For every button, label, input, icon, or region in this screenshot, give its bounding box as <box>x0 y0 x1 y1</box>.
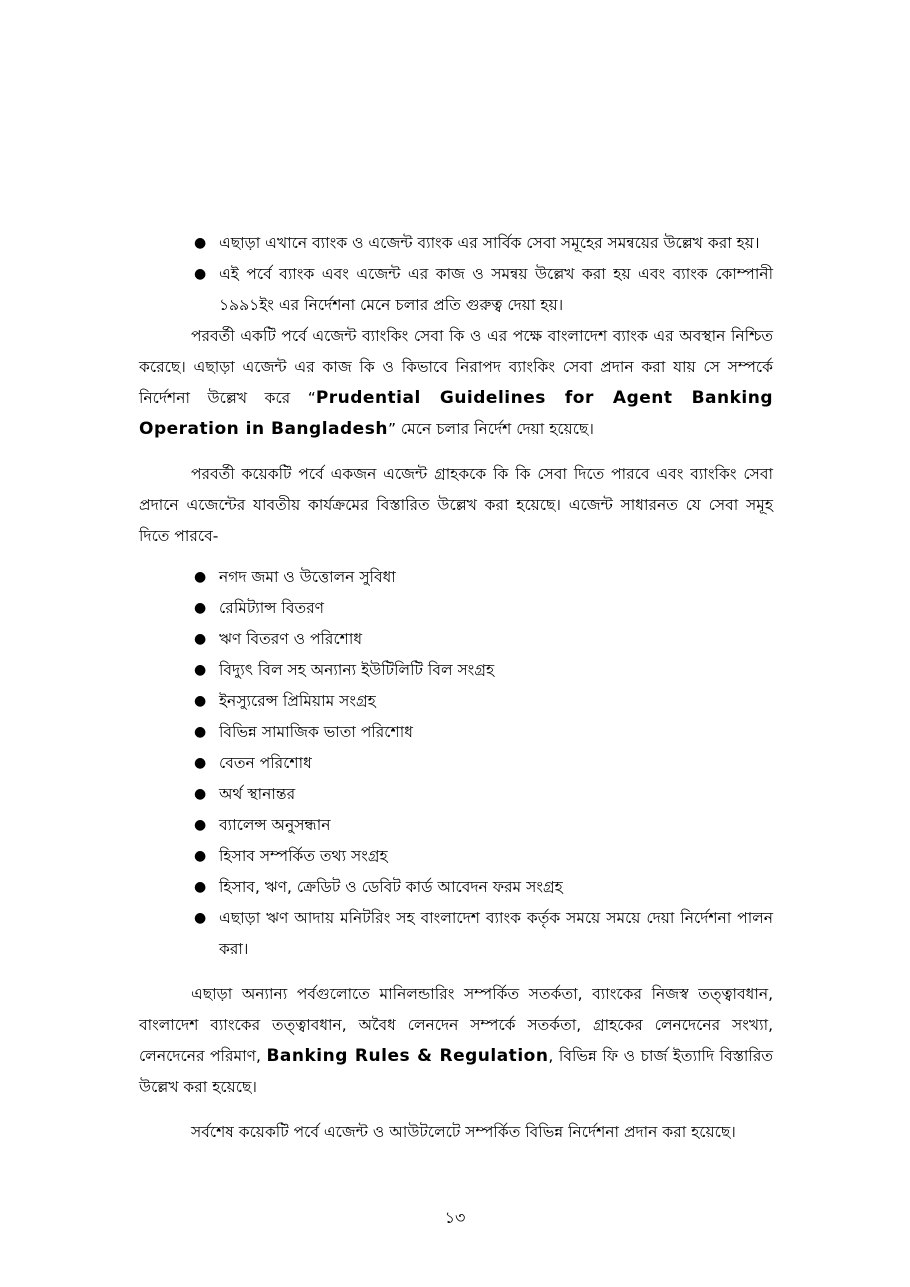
list-item <box>139 686 773 717</box>
regulation-term: Banking Rules & Regulation <box>266 1046 549 1066</box>
bullet-icon: ● <box>194 569 207 585</box>
service-item: ইনস্যুরেন্স প্রিমিয়াম সংগ্রহ <box>219 692 376 710</box>
service-item: নগদ জমা ও উত্তোলন সুবিধা <box>219 568 396 586</box>
service-item: বিভিন্ন সামাজিক ভাতা পরিশোধ <box>219 723 413 741</box>
spacer <box>139 1103 773 1117</box>
list-item <box>139 779 773 810</box>
list-item <box>139 228 773 259</box>
guideline-title: Prudential Guidelines for Agent Banking Operation in Bangladesh <box>139 388 774 439</box>
list-item <box>139 624 773 655</box>
bullet-icon: ● <box>194 879 207 895</box>
services-bullet-list <box>139 562 773 965</box>
paragraph-text: পরবর্তী একটি পর্বে এজেন্ট ব্যাংকিং সেবা কি ও এর পক্ষে বাংলাদেশ ব্যাংক এর অবস্থান নিশ্চিত করেছে। এছাড়া এজেন্ট এর কাজ কি ও কিভাবে নিরাপদ ব্যাংকিং সেবা প্রদান করা যায় সে সম্পর্কে নির্দেশনা উল্লেখ করে “ <box>139 327 773 407</box>
bullet-text: এই পর্বে ব্যাংক এবং এজেন্ট এর কাজ ও সমন্বয় উল্লেখ করা হয় এবং ব্যাংক কোম্পানী ১৯৯১ইং এর নির্দেশনা মেনে চলার প্রতি গুরুত্ব দেয়া হয়। <box>219 265 773 314</box>
service-item: হিসাব, ঋণ, ক্রেডিট ও ডেবিট কার্ড আবেদন ফরম সংগ্রহ <box>219 878 563 896</box>
list-item <box>139 841 773 872</box>
bullet-icon: ● <box>194 662 207 678</box>
service-item: এছাড়া ঋণ আদায় মনিটরিং সহ বাংলাদেশ ব্যাংক কর্তৃক সময়ে সময়ে দেয়া নির্দেশনা পালন করা। <box>219 909 773 958</box>
paragraph-text: ” মেনে চলার নির্দেশ দেয়া হয়েছে। <box>387 420 594 438</box>
list-item <box>139 717 773 748</box>
paragraph-other-chapters <box>139 979 773 1103</box>
page-content <box>139 228 773 1148</box>
paragraph-services-intro: পরবর্তী কয়েকটি পর্বে একজন এজেন্ট গ্রাহককে কি কি সেবা দিতে পারবে এবং ব্যাংকিং সেবা প্রদানে এজেন্টের যাবতীয় কার্যক্রমের বিস্তারিত উল্লেখ করা হয়েছে। এজেন্ট সাধারনত যে সেবা সমূহ দিতে পারবে- <box>139 465 773 545</box>
service-item: হিসাব সম্পর্কিত তথ্য সংগ্রহ <box>219 847 388 865</box>
list-item <box>139 593 773 624</box>
paragraph-text: এছাড়া অন্যান্য পর্বগুলোতে মানিলন্ডারিং সম্পর্কিত সতর্কতা, ব্যাংকের নিজস্ব তত্ত্বাবধান, বাংলাদেশ ব্যাংকের তত্ত্বাবধান, অবৈধ লেনদেন সম্পর্কে সতর্কতা, গ্রাহকের লেনদেনের সংখ্যা, লেনদেনের পরিমাণ, <box>139 985 773 1065</box>
bullet-icon: ● <box>194 631 207 647</box>
bullet-icon: ● <box>194 786 207 802</box>
paragraph-text: , বিভিন্ন ফি ও চার্জ ইত্যাদি বিস্তারিত উল্লেখ করা হয়েছে। <box>139 1047 773 1096</box>
list-item <box>139 259 773 321</box>
bullet-icon: ● <box>194 848 207 864</box>
service-item: ঋণ বিতরণ ও পরিশোধ <box>219 630 363 648</box>
list-item <box>139 748 773 779</box>
list-item <box>139 562 773 593</box>
spacer <box>139 965 773 979</box>
service-item: বেতন পরিশোধ <box>219 754 312 772</box>
bullet-icon: ● <box>194 235 207 251</box>
list-item <box>139 903 773 965</box>
bullet-icon: ● <box>194 600 207 616</box>
spacer <box>139 445 773 459</box>
bullet-icon: ● <box>194 910 207 926</box>
service-item: বিদ্যুৎ বিল সহ অন্যান্য ইউটিলিটি বিল সংগ্রহ <box>219 661 495 679</box>
service-item: ব্যালেন্স অনুসন্ধান <box>219 816 331 834</box>
service-item: রেমিট্যান্স বিতরণ <box>219 599 325 617</box>
list-item <box>139 872 773 903</box>
paragraph-guidelines <box>139 321 773 445</box>
page-number: ১৩ <box>444 1208 466 1227</box>
bullet-icon: ● <box>194 755 207 771</box>
paragraph-final: সর্বশেষ কয়েকটি পর্বে এজেন্ট ও আউটলেটে সম্পর্কিত বিভিন্ন নির্দেশনা প্রদান করা হয়েছে। <box>191 1123 736 1141</box>
bullet-icon: ● <box>194 693 207 709</box>
bullet-icon: ● <box>194 724 207 740</box>
service-item: অর্থ স্থানান্তর <box>219 785 296 803</box>
spacer <box>139 552 773 562</box>
list-item <box>139 810 773 841</box>
intro-bullet-list <box>139 228 773 321</box>
list-item <box>139 655 773 686</box>
bullet-text: এছাড়া এখানে ব্যাংক ও এজেন্ট ব্যাংক এর সার্বিক সেবা সমূহের সমন্বয়ের উল্লেখ করা হয়। <box>219 234 760 252</box>
bullet-icon: ● <box>194 817 207 833</box>
bullet-icon: ● <box>194 266 207 282</box>
